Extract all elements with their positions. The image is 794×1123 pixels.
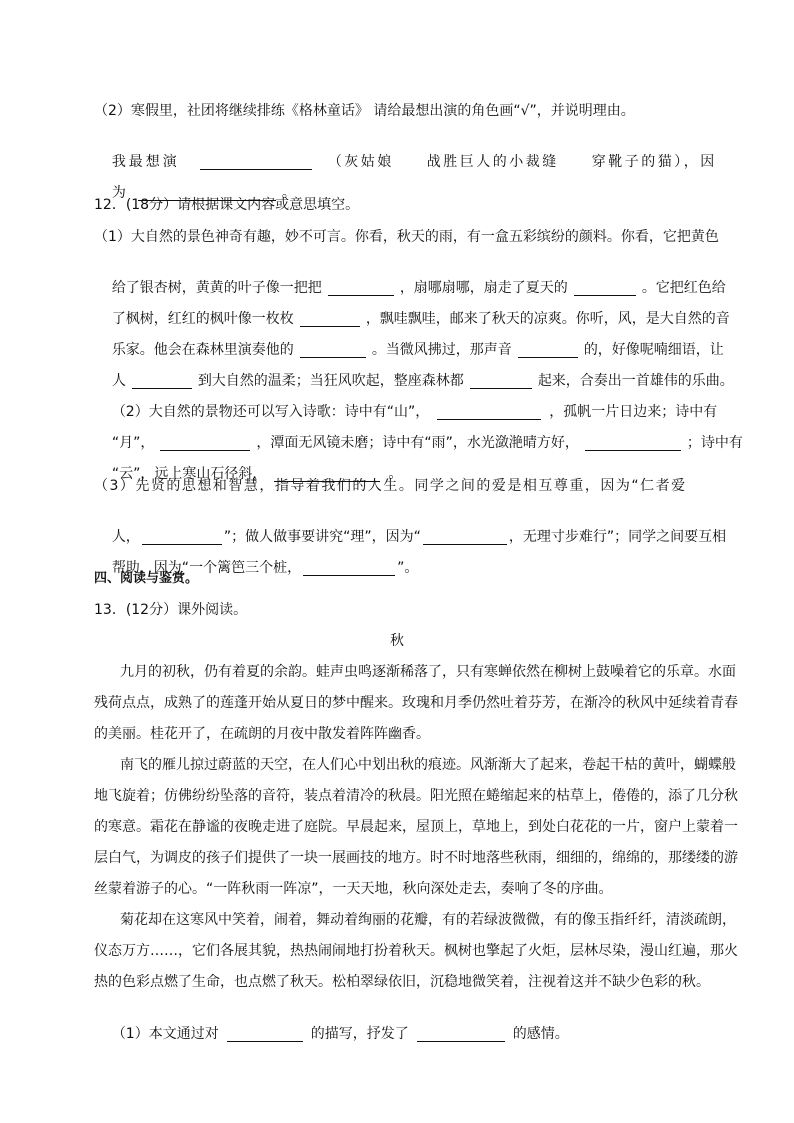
text-segment: 的，好像呢喃细语，让 [583,342,724,358]
answer-blank[interactable] [423,528,507,545]
answer-blank[interactable] [417,1025,505,1042]
q12-p1-line5 [94,351,734,389]
text-segment: ；诗中有 [686,435,743,451]
q12-p3-line2 [94,507,727,545]
answer-blank[interactable] [227,1025,303,1042]
text-segment: 了枫树，红红的枫叶像一枚枚 [111,311,294,327]
article-para3-line2: 仪态万方……，它们各展其貌，热热闹闹地打扮着秋天。枫树也擎起了火炬，层林尽染，漫山红遍，那火 [94,943,738,959]
article-para1-line2: 残荷点点，成熟了的莲蓬开始从夏日的梦中醒来。玫瑰和月季仍然吐着芬芳，在渐冷的秋风中延续着青春 [94,695,738,711]
text-segment: 乐家。他会在森林里演奏他的 [111,342,294,358]
text-segment: 人 [111,373,126,389]
article-title: 秋 [390,633,404,649]
text-segment: 人， [111,529,140,545]
text-segment: ”。 [397,560,419,576]
text-segment: （2）大自然的景物还可以写入诗歌：诗中有“山”， [111,404,430,420]
q12-p2-line2 [94,413,743,451]
text-segment: ，飘哇飘哇，邮来了秋天的凉爽。你听，风，是大自然的音 [365,311,730,327]
section-title: 四、阅读与鉴赏。 [94,571,199,586]
text-segment: ，潭面无风镜未磨；诗中有“雨”，水光潋滟晴方好， [256,435,579,451]
article-para2-line1: 南飞的雁儿掠过蔚蓝的天空，在人们心中划出秋的痕迹。风渐渐大了起来，卷起干枯的黄叶，蝴蝶般 [120,757,736,773]
q11-reason-line [94,163,296,201]
article-para3-line3: 热的色彩点燃了生命，也点燃了秋天。松柏翠绿依旧，沉稳地微笑着，注视着这并不缺少色彩的秋。 [94,974,710,990]
text-segment: 起来，合奏出一首雄伟的乐曲。 [537,373,734,389]
text-segment: 为 [111,185,126,201]
q12-p3-line1: （3）先贤的思想和智慧，指导着我们的人生。同学之间的爱是相互尊重，因为“仁者爱 [94,478,687,494]
q11-part2-answer-line [94,132,718,170]
answer-blank[interactable] [303,559,395,576]
q12-p1-line1: （1）大自然的景色神奇有趣，妙不可言。你看，秋天的雨，有一盒五彩缤纷的颜料。你看，它把黄色 [94,229,719,245]
text-segment: ，无理寸步难行”；同学之间要互相 [508,529,727,545]
article-para2-line2: 地飞旋着；仿佛纷纷坠落的音符，装点着清冷的秋晨。阳光照在蜷缩起来的枯草上，倦倦的，添了几分秋 [94,788,738,804]
q12-p1-line4 [94,320,724,358]
text-segment: 帮助，因为“一个篱笆三个桩， [111,560,302,576]
q12-p1-line3 [94,289,730,327]
q12-title: 12．(18分）请根据课文内容或意思填空。 [94,197,360,213]
q12-p2-line3 [94,444,403,482]
text-segment: “月”， [111,435,155,451]
role-options: （灰姑娘 战胜巨人的小裁缝 穿靴子的猫），因 [327,154,717,170]
text-segment: 。当微风拂过，那声音 [371,342,512,358]
text-segment: ”；做人做事要讲究“理”，因为“ [223,529,421,545]
text-segment: 。 [281,185,296,201]
text-segment: 给了银杏树，黄黄的叶子像一把把 [111,280,322,296]
article-para2-line4: 层白气，为调皮的孩子们提供了一块一展画技的地方。时不时地落些秋雨，细细的，绵绵的，那缕缕的游 [94,850,738,866]
q12-p2-line1 [94,382,718,420]
q11-part2-question: （2）寒假里，社团将继续排练《格林童话》 请给最想出演的角色画“√”，并说明理由。 [94,103,635,119]
q13-sub1 [94,1004,569,1042]
q12-p1-line2 [94,258,726,296]
text-segment: 到大自然的温柔；当狂风吹起，整座森林都 [197,373,464,389]
article-para1-line3: 的美丽。桂花开了，在疏朗的月夜中散发着阵阵幽香。 [94,726,430,742]
article-para2-line5: 丝蒙着游子的心。“一阵秋雨一阵凉”，一天天地，秋向深处走去，奏响了冬的序曲。 [94,881,613,897]
q12-p3-line3 [94,538,419,576]
answer-blank[interactable] [585,434,681,451]
text-segment: 的感情。 [512,1026,569,1042]
text-segment: ，孤帆一片日边来；诗中有 [549,404,718,420]
text-segment: 我最想演 [111,154,180,170]
text-segment: “云”，远上寒山石径斜， [111,466,267,482]
article-para1-line1: 九月的初秋，仍有着夏的余韵。蛙声虫鸣逐渐稀落了，只有寒蝉依然在柳树上鼓噪着它的乐章。水面 [120,664,736,680]
text-segment: ，扇哪扇哪，扇走了夏天的 [399,280,568,296]
article-para3-line1: 菊花却在这寒风中笑着，闹着，舞动着绚丽的花瓣，有的若绿波微微，有的像玉指纤纤，清淡疏朗， [120,912,736,928]
text-segment: 。 [388,466,403,482]
text-segment: 。它把红色给 [641,280,726,296]
text-segment: 的描写，抒发了 [310,1026,409,1042]
article-para2-line3: 的寒意。霜花在静谧的夜晚走进了庭院。早晨起来，屋顶上，草地上，到处白花花的一片，窗户上蒙着一 [94,819,738,835]
text-segment: （1）本文通过对 [111,1026,219,1042]
q13-title: 13．(12分）课外阅读。 [94,602,248,618]
